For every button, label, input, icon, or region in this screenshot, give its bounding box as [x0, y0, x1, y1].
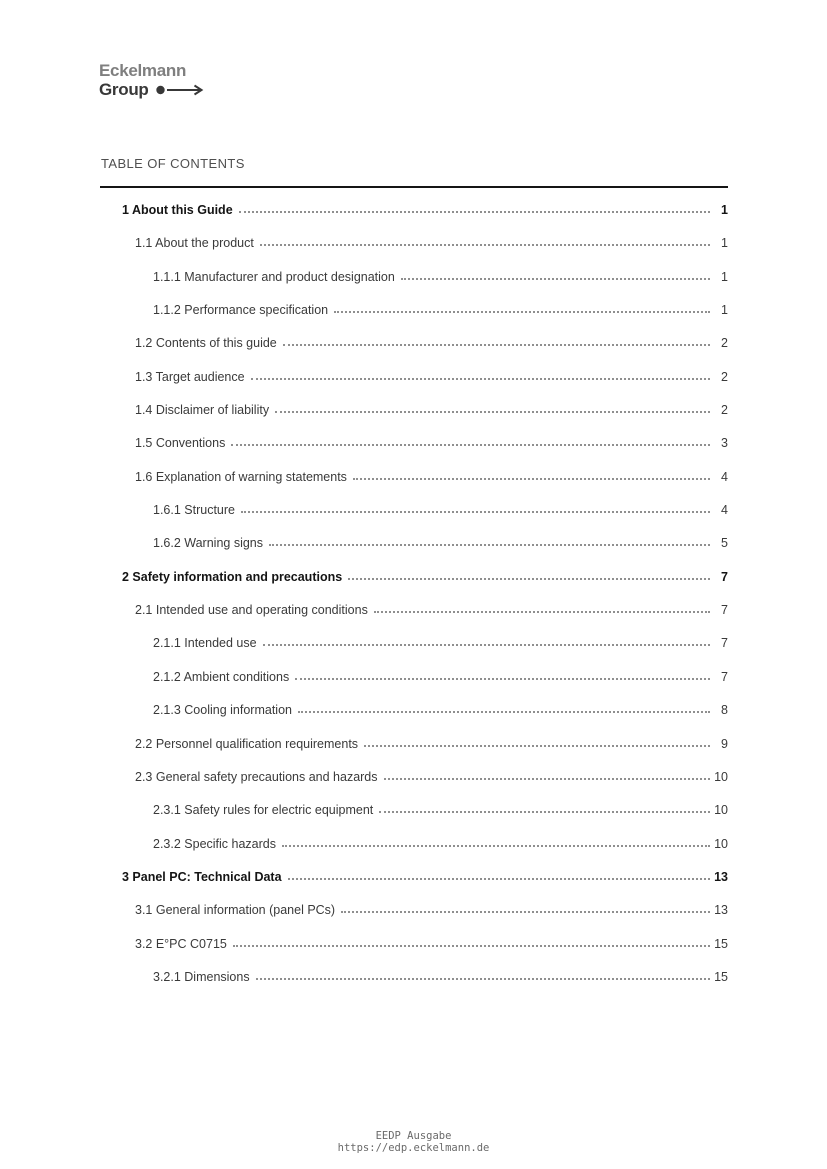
toc-dot-leader — [241, 511, 710, 513]
toc-entry-page: 8 — [721, 703, 728, 718]
toc-entry-page: 7 — [721, 669, 728, 684]
toc-entry-label: 1.6.2 Warning signs — [153, 536, 264, 551]
toc-entry-page: 2 — [721, 369, 728, 384]
page-title: TABLE OF CONTENTS — [101, 156, 245, 171]
toc-dot-leader — [260, 244, 710, 246]
toc-entry-page: 9 — [721, 736, 728, 751]
toc-dot-leader — [379, 811, 710, 813]
page-footer — [0, 1131, 827, 1154]
toc-entry-page: 15 — [714, 936, 728, 951]
toc-entry-page: 1 — [721, 269, 728, 284]
toc-entry-label: 2.3 General safety precautions and hazards — [135, 769, 378, 784]
toc-entry-page: 1 — [721, 203, 728, 217]
toc-entry-page: 2 — [721, 336, 728, 351]
toc-dot-leader — [348, 578, 710, 580]
toc-entry-label: 2.1.2 Ambient conditions — [153, 669, 290, 684]
toc-entry-label: 3.2.1 Dimensions — [153, 969, 250, 984]
toc-entry[interactable] — [100, 927, 728, 960]
toc-dot-leader — [263, 644, 710, 646]
toc-entry-label: 3.1 General information (panel PCs) — [135, 903, 336, 918]
toc-entry-page: 4 — [721, 503, 728, 518]
logo-arrow-icon — [156, 82, 204, 100]
toc-entry-page: 4 — [721, 469, 728, 484]
toc-dot-leader — [353, 478, 710, 480]
toc-dot-leader — [239, 211, 710, 213]
toc-entry-page: 10 — [714, 769, 728, 784]
toc-entry-label: 1.1.1 Manufacturer and product designation — [153, 269, 395, 284]
logo-text-eckelmann: Eckelmann — [99, 61, 187, 80]
toc-dot-leader — [384, 778, 710, 780]
toc-dot-leader — [374, 611, 710, 613]
toc-entry-page: 1 — [721, 236, 728, 251]
toc-entry[interactable] — [100, 493, 728, 526]
toc-entry[interactable] — [100, 193, 728, 226]
toc-entry-label: 1.1 About the product — [135, 236, 254, 251]
toc-entry[interactable] — [100, 526, 728, 559]
toc-entry[interactable] — [100, 860, 728, 893]
toc-dot-leader — [275, 411, 710, 413]
toc-entry[interactable] — [100, 827, 728, 860]
toc-entry-label: 2.2 Personnel qualification requirements — [135, 736, 359, 751]
toc-entry[interactable] — [100, 727, 728, 760]
toc-entry-label: 1.6 Explanation of warning statements — [135, 469, 347, 484]
toc-dot-leader — [401, 278, 710, 280]
toc-entry-label: 1.3 Target audience — [135, 369, 245, 384]
toc-entry-label: 1.2 Contents of this guide — [135, 336, 277, 351]
toc-entry-label: 1.4 Disclaimer of liability — [135, 403, 270, 418]
toc-entry-label: 2 Safety information and precautions — [122, 569, 343, 584]
toc-entry[interactable] — [100, 626, 728, 659]
toc-entry-page: 1 — [721, 303, 728, 318]
toc-entry-label: 2.1 Intended use and operating conditions — [135, 603, 368, 618]
toc-dot-leader — [269, 544, 710, 546]
toc-entry[interactable] — [100, 460, 728, 493]
toc-list — [100, 193, 728, 993]
toc-entry-label: 2.3.2 Specific hazards — [153, 836, 276, 851]
toc-entry[interactable] — [100, 260, 728, 293]
toc-entry-label: 1.5 Conventions — [135, 436, 226, 451]
toc-entry[interactable] — [100, 693, 728, 726]
toc-entry[interactable] — [100, 960, 728, 993]
toc-entry[interactable] — [100, 226, 728, 259]
toc-entry-page: 2 — [721, 403, 728, 418]
toc-entry-page: 5 — [721, 536, 728, 551]
toc-entry-label: 3.2 E°PC C0715 — [135, 936, 227, 951]
toc-entry[interactable] — [100, 426, 728, 459]
toc-entry[interactable] — [100, 893, 728, 926]
eckelmann-group-logo — [99, 62, 204, 99]
footer-url[interactable]: https://edp.eckelmann.de — [337, 1141, 490, 1154]
logo-text-group — [99, 80, 204, 100]
toc-dot-leader — [283, 344, 710, 346]
toc-entry[interactable] — [100, 560, 728, 593]
toc-dot-leader — [282, 845, 710, 847]
toc-dot-leader — [288, 878, 710, 880]
heading-rule — [100, 186, 728, 188]
toc-dot-leader — [251, 378, 710, 380]
toc-dot-leader — [231, 444, 710, 446]
toc-entry-page: 7 — [721, 636, 728, 651]
toc-dot-leader — [298, 711, 710, 713]
toc-entry[interactable] — [100, 326, 728, 359]
logo-group-label: Group — [99, 79, 149, 99]
toc-entry-page: 7 — [721, 603, 728, 618]
toc-entry-page: 13 — [714, 869, 728, 884]
toc-entry-page: 3 — [721, 436, 728, 451]
toc-entry-page: 13 — [714, 903, 728, 918]
toc-entry-page: 15 — [714, 969, 728, 984]
toc-entry-label: 1.1.2 Performance specification — [153, 303, 329, 318]
toc-entry-label: 1.6.1 Structure — [153, 503, 235, 518]
toc-entry-label: 3 Panel PC: Technical Data — [122, 869, 282, 884]
toc-entry[interactable] — [100, 293, 728, 326]
toc-entry[interactable] — [100, 593, 728, 626]
toc-dot-leader — [233, 945, 710, 947]
toc-entry-page: 10 — [714, 836, 728, 851]
toc-dot-leader — [334, 311, 710, 313]
toc-entry[interactable] — [100, 360, 728, 393]
toc-entry[interactable] — [100, 760, 728, 793]
toc-entry-label: 2.3.1 Safety rules for electric equipment — [153, 803, 374, 818]
footer-edition: EEDP Ausgabe — [375, 1130, 452, 1142]
toc-entry-label: 2.1.3 Cooling information — [153, 703, 292, 718]
toc-dot-leader — [295, 678, 710, 680]
toc-dot-leader — [256, 978, 710, 980]
toc-entry-page: 10 — [714, 803, 728, 818]
toc-entry-label: 1 About this Guide — [122, 203, 233, 217]
toc-entry-label: 2.1.1 Intended use — [153, 636, 257, 651]
toc-dot-leader — [364, 745, 710, 747]
toc-entry-page: 7 — [721, 569, 728, 584]
toc-entry[interactable] — [100, 660, 728, 693]
toc-dot-leader — [341, 911, 710, 913]
toc-entry[interactable] — [100, 793, 728, 826]
toc-entry[interactable] — [100, 393, 728, 426]
